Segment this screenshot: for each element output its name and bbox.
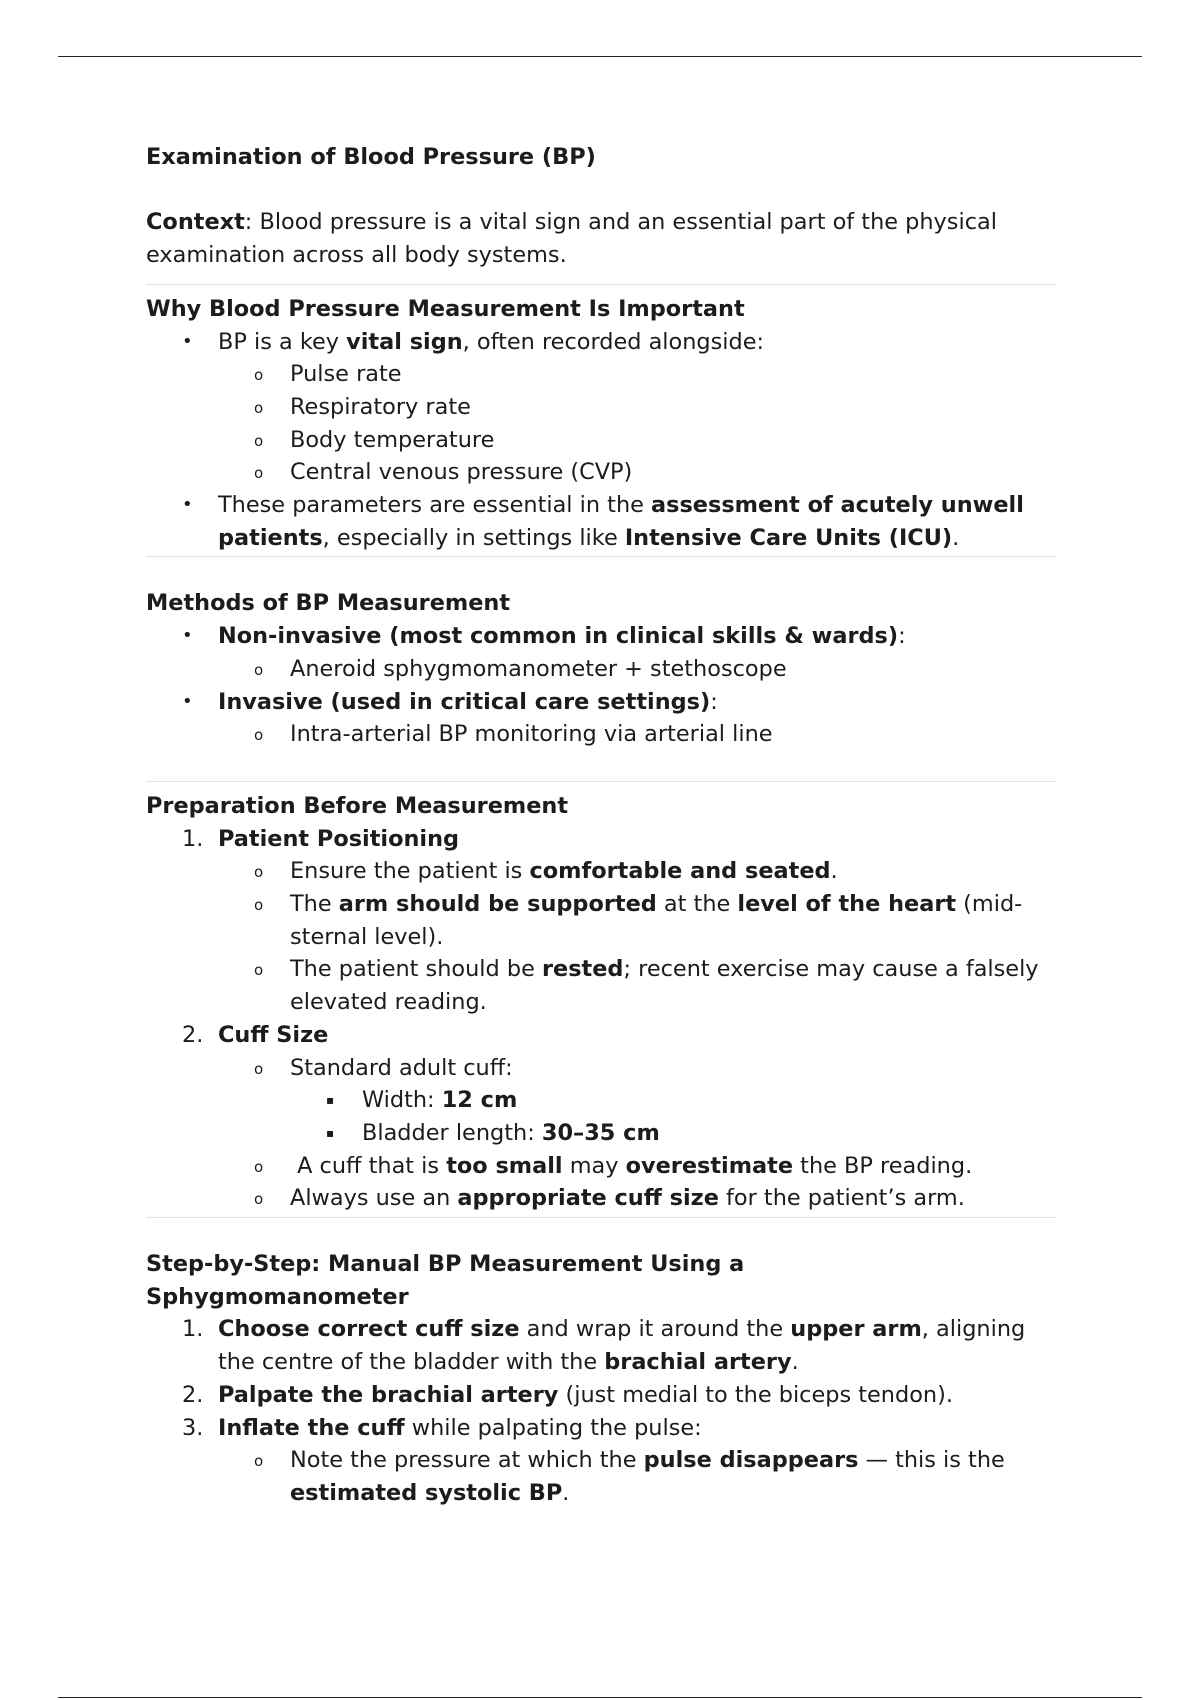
document-body <box>146 141 1056 1510</box>
section-why-important <box>146 293 1056 555</box>
list-item: • These parameters are essential in the assessment of acutely unwell patients, especially in settings like Intensive Care Units (ICU). <box>218 489 1056 554</box>
list-item: o Always use an appropriate cuff size for the patient’s arm. <box>290 1182 1056 1215</box>
page-top-rule <box>58 56 1142 57</box>
list-item: • Invasive (used in critical care settings): o Intra-arterial BP monitoring via arterial line <box>218 686 1056 751</box>
sub-sub-list <box>290 1084 1056 1149</box>
list-item: o The arm should be supported at the level of the heart (mid-sternal level). <box>290 888 1056 953</box>
section-divider <box>146 1217 1056 1218</box>
list-item: o Pulse rate <box>290 358 1056 391</box>
sub-list <box>218 358 1056 489</box>
bullet-list <box>146 620 1056 751</box>
list-item: o The patient should be rested; recent exercise may cause a falsely elevated reading. <box>290 953 1056 1018</box>
list-item: ▪ Width: 12 cm <box>362 1084 1056 1117</box>
list-item: o A cuff that is too small may overestimate the BP reading. <box>290 1150 1056 1183</box>
section-heading: Methods of BP Measurement <box>146 590 511 617</box>
list-item: o Note the pressure at which the pulse disappears — this is the estimated systolic BP. <box>290 1444 1056 1509</box>
sub-list <box>218 718 1056 751</box>
list-item: o Body temperature <box>290 424 1056 457</box>
list-item: • Non-invasive (most common in clinical skills & wards): o Aneroid sphygmomanometer + stethoscope <box>218 620 1056 685</box>
list-item: ▪ Bladder length: 30–35 cm <box>362 1117 1056 1150</box>
list-item: o Standard adult cuff: ▪ Width: 12 cm ▪ Bladder length: 30–35 cm <box>290 1052 1056 1150</box>
list-item: o Central venous pressure (CVP) <box>290 456 1056 489</box>
section-heading: Step-by-Step: Manual BP Measurement Using a Sphygmomanometer <box>146 1251 745 1310</box>
context-paragraph <box>146 206 1056 271</box>
section-preparation <box>146 790 1056 1215</box>
list-item: 3. Inflate the cuff while palpating the pulse: o Note the pressure at which the pulse disappears — this is the estimated systolic BP. <box>218 1412 1056 1510</box>
list-item: 1. Patient Positioning o Ensure the patient is comfortable and seated. o The arm should be supported at the level of the heart (mid-sternal level). o The patient should be rested; recent exercise may cause a falsely elevated reading. <box>218 823 1056 1019</box>
sub-list <box>218 1444 1056 1509</box>
sub-list <box>218 1052 1056 1216</box>
list-item: o Aneroid sphygmomanometer + stethoscope <box>290 653 1056 686</box>
section-steps <box>146 1248 1056 1510</box>
bullet-list <box>146 326 1056 555</box>
list-item: o Intra-arterial BP monitoring via arterial line <box>290 718 1056 751</box>
list-item: o Ensure the patient is comfortable and seated. <box>290 855 1056 888</box>
context-label: Context <box>146 209 245 236</box>
list-item: 2. Palpate the brachial artery (just medial to the biceps tendon). <box>182 1381 953 1408</box>
document-title: Examination of Blood Pressure (BP) <box>146 144 596 170</box>
list-item: 1. Choose correct cuff size and wrap it around the upper arm, aligning the centre of the bladder with the brachial artery. <box>182 1316 1026 1376</box>
numbered-list <box>146 1313 1056 1509</box>
list-item: 2. Cuff Size o Standard adult cuff: ▪ Width: 12 cm ▪ Bladder length: 30–35 cm o A cuff that is too small may overestimate the BP reading. o Always use an appropriate cuff size for the patient’s arm. <box>218 1019 1056 1215</box>
section-heading: Why Blood Pressure Measurement Is Important <box>146 295 745 322</box>
sub-list <box>218 855 1056 1019</box>
section-divider <box>146 556 1056 557</box>
context-text: : Blood pressure is a vital sign and an essential part of the physical examination across all body systems. <box>146 209 997 269</box>
section-divider <box>146 781 1056 782</box>
list-item: • BP is a key vital sign, often recorded alongside: o Pulse rate o Respiratory rate o Body temperature o Central venous pressure (CVP) <box>218 326 1056 490</box>
numbered-list <box>146 823 1056 1215</box>
section-methods <box>146 587 1056 751</box>
section-heading: Preparation Before Measurement <box>146 792 569 819</box>
sub-list <box>218 653 1056 686</box>
list-item: o Respiratory rate <box>290 391 1056 424</box>
page-bottom-rule <box>58 1697 1142 1698</box>
section-divider <box>146 284 1056 285</box>
